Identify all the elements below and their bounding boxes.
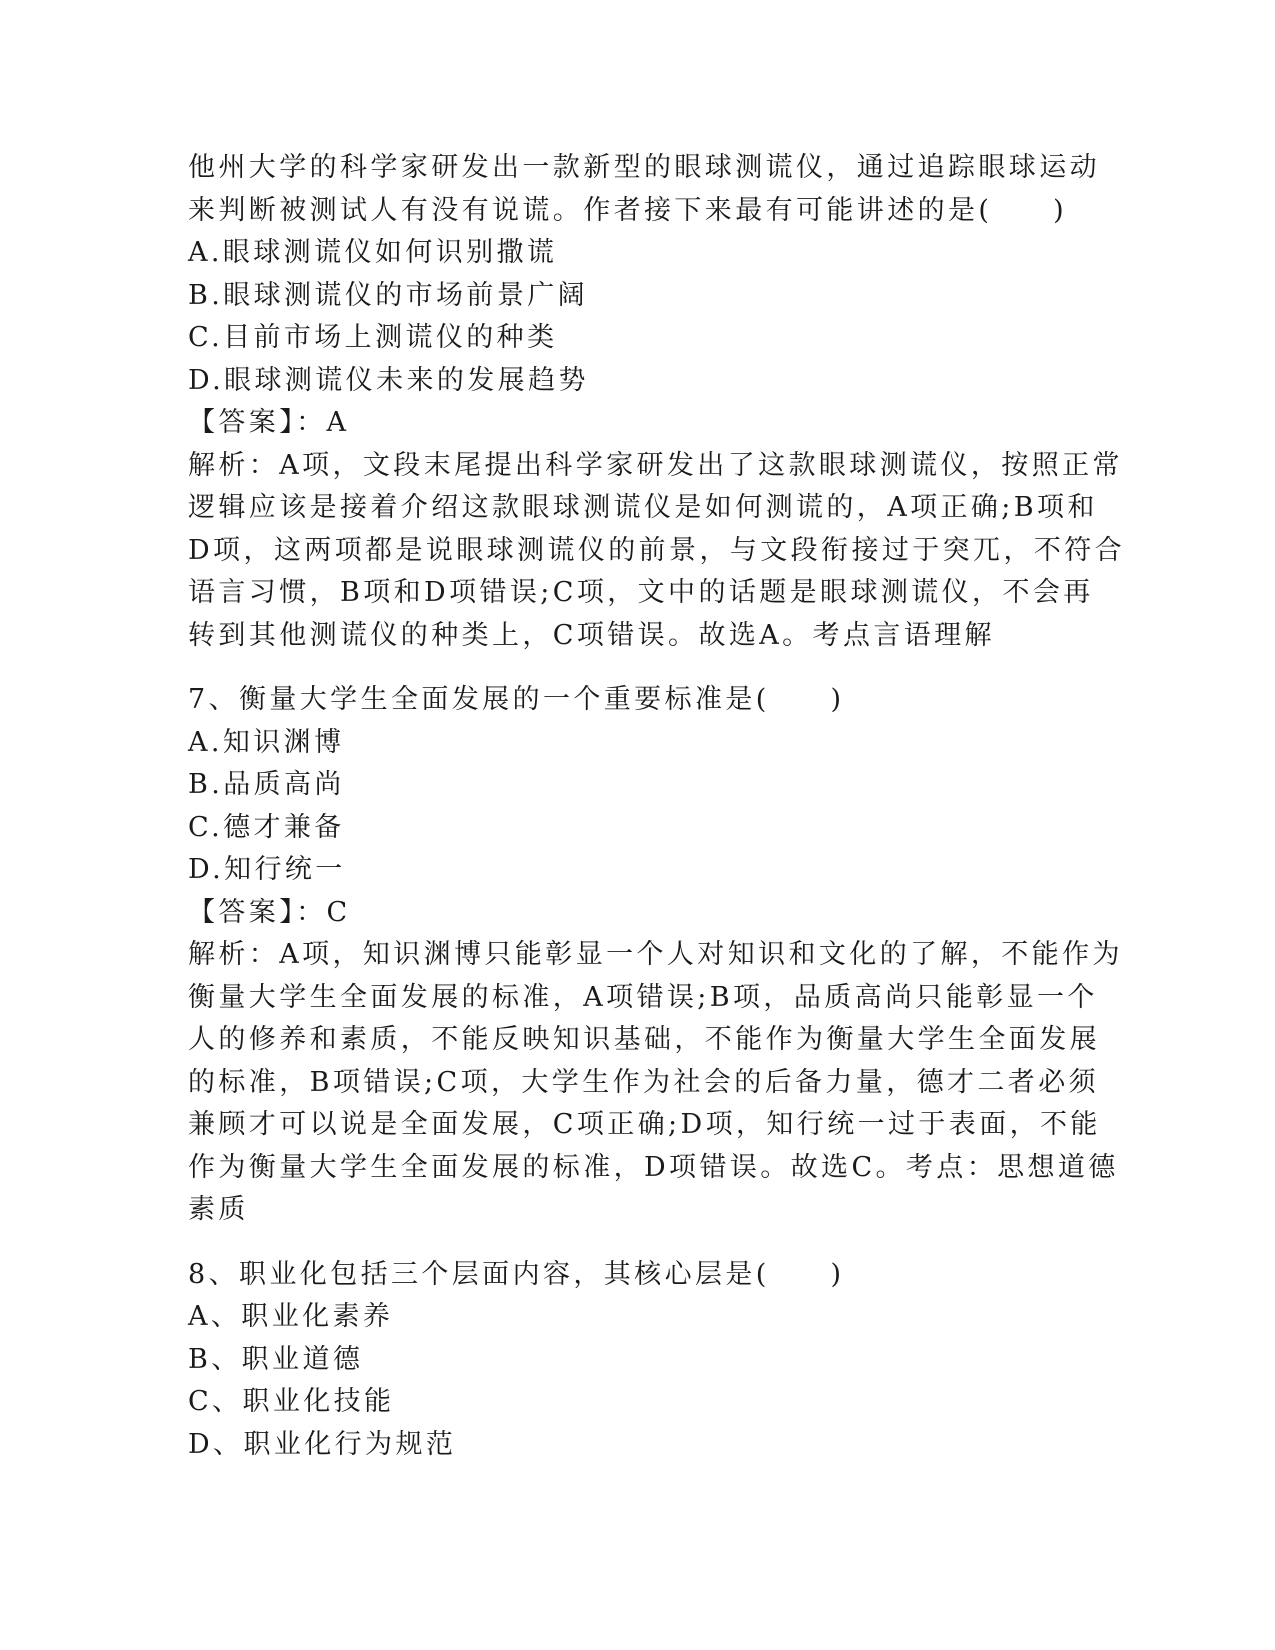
analysis-line: 人的修养和素质，不能反映知识基础，不能作为衡量大学生全面发展	[188, 1024, 1100, 1055]
option-c: C、职业化技能	[188, 1386, 395, 1417]
analysis-line: 兼顾才可以说是全面发展，C项正确;D项，知行统一过于表面，不能	[188, 1109, 1101, 1140]
option-d: D、职业化行为规范	[188, 1428, 457, 1460]
document-page	[188, 147, 1126, 1466]
answer-line: 【答案】：C	[188, 896, 351, 928]
analysis-line: 素质	[188, 1194, 249, 1225]
option-b: B.眼球测谎仪的市场前景广阔	[188, 279, 589, 311]
question-stem-line: 他州大学的科学家研发出一款新型的眼球测谎仪，通过追踪眼球运动	[188, 152, 1100, 183]
question-8	[188, 1254, 1088, 1467]
option-a: A、职业化素养	[188, 1301, 394, 1332]
question-6	[188, 147, 1126, 657]
analysis-line: 逻辑应该是接着介绍这款眼球测谎仪是如何测谎的，A项正确;B项和	[188, 492, 1098, 523]
question-7	[188, 679, 1123, 1232]
option-a: A.眼球测谎仪如何识别撒谎	[188, 237, 558, 268]
option-d: D.眼球测谎仪未来的发展趋势	[188, 364, 589, 396]
option-b: B.品质高尚	[188, 769, 345, 800]
option-a: A.知识渊博	[188, 726, 345, 758]
question-stem: 8、职业化包括三个层面内容，其核心层是( )	[188, 1258, 845, 1290]
question-stem: 7、衡量大学生全面发展的一个重要标准是( )	[188, 684, 845, 715]
option-c: C.目前市场上测谎仪的种类	[188, 322, 558, 353]
question-stem-line: 来判断被测试人有没有说谎。作者接下来最有可能讲述的是( )	[188, 194, 1068, 226]
answer-line: 【答案】：A	[188, 407, 350, 438]
analysis-line: 转到其他测谎仪的种类上，C项错误。故选A。考点言语理解	[188, 619, 995, 651]
analysis-line: 解析：A项，文段末尾提出科学家研发出了这款眼球测谎仪，按照正常	[188, 449, 1123, 481]
option-b: B、职业道德	[188, 1343, 364, 1375]
analysis-line: D项，这两项都是说眼球测谎仪的前景，与文段衔接过于突兀，不符合	[188, 534, 1126, 566]
section-gap	[188, 657, 1088, 679]
section-gap	[188, 1232, 1088, 1254]
analysis-line: 衡量大学生全面发展的标准，A项错误;B项，品质高尚只能彰显一个	[188, 981, 1098, 1013]
analysis-line: 的标准，B项错误;C项，大学生作为社会的后备力量，德才二者必须	[188, 1066, 1099, 1098]
analysis-line: 解析：A项，知识渊博只能彰显一个人对知识和文化的了解，不能作为	[188, 939, 1123, 970]
option-c: C.德才兼备	[188, 811, 345, 843]
analysis-line: 语言习惯，B项和D项错误;C项，文中的话题是眼球测谎仪，不会再	[188, 577, 1094, 608]
option-d: D.知行统一	[188, 854, 346, 885]
analysis-line: 作为衡量大学生全面发展的标准，D项错误。故选C。考点：思想道德	[188, 1151, 1119, 1183]
